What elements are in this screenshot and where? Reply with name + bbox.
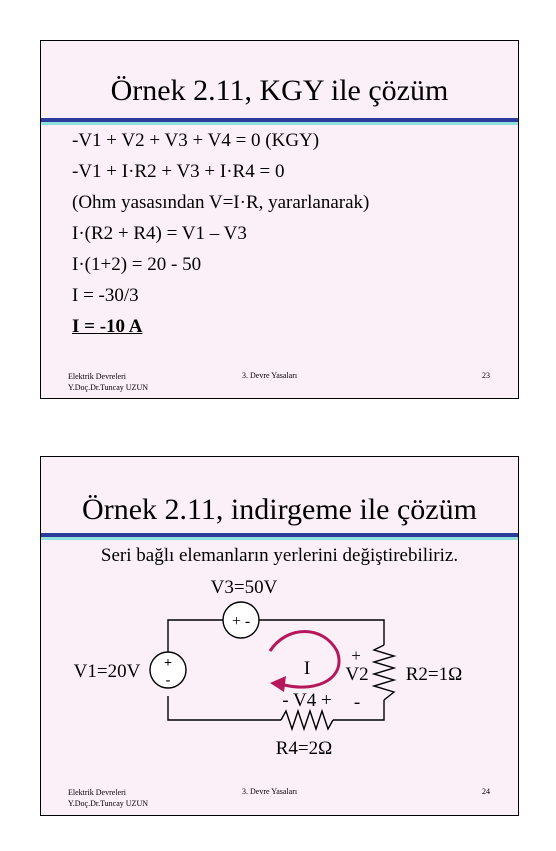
footer-page-number: 24 <box>482 787 490 796</box>
circuit-diagram <box>41 567 520 767</box>
equation-line: -V1 + I·R2 + V3 + I·R4 = 0 <box>72 161 285 182</box>
equation-list <box>72 125 369 342</box>
footer-chapter: 3. Devre Yasaları <box>242 371 298 380</box>
v4-label: - V4 + <box>282 690 332 711</box>
v2-plus: + <box>351 646 361 665</box>
r4-resistor-symbol <box>281 711 333 729</box>
slide-title: Örnek 2.11, indirgeme ile çözüm <box>82 493 477 526</box>
v3-polarity: + - <box>231 613 251 630</box>
v3-label: V3=50V <box>210 577 278 598</box>
footer-course: Elektrik Devreleri <box>68 788 126 797</box>
v3-source-symbol <box>223 602 259 638</box>
equation-line: -V1 + V2 + V3 + V4 = 0 (KGY) <box>72 130 320 151</box>
footer-course-info <box>68 787 148 809</box>
r2-label: R2=1Ω <box>405 664 463 685</box>
equation-line: (Ohm yasasından V=I·R, yararlanarak) <box>72 192 370 213</box>
footer-course: Elektrik Devreleri <box>68 372 126 381</box>
slide-23 <box>40 40 519 399</box>
slide-subtitle: Seri bağlı elemanların yerlerini değiştirebiliriz. <box>100 545 459 566</box>
current-label: I <box>303 658 311 679</box>
result-line: I = -10 A <box>72 316 143 337</box>
r2-resistor-symbol <box>374 645 394 700</box>
footer-author: Y.Doç.Dr.Tuncay UZUN <box>68 799 148 808</box>
slide-title: Örnek 2.11, KGY ile çözüm <box>110 74 449 107</box>
footer-author: Y.Doç.Dr.Tuncay UZUN <box>68 383 148 392</box>
equation-line: I·(1+2) = 20 - 50 <box>72 254 202 275</box>
v2-label: V2 <box>345 664 369 685</box>
v1-label: V1=20V <box>73 661 141 682</box>
footer-course-info <box>68 371 148 393</box>
equation-line: I = -30/3 <box>72 285 139 306</box>
title-divider-accent <box>41 537 518 540</box>
slide-24 <box>40 456 519 816</box>
v1-source-symbol <box>150 652 186 688</box>
v2-minus: - <box>353 692 361 713</box>
footer-page-number: 23 <box>482 371 490 380</box>
v1-minus: - <box>165 673 171 688</box>
v1-plus: + <box>164 656 172 671</box>
equation-line: I·(R2 + R4) = V1 – V3 <box>72 223 247 244</box>
r4-label: R4=2Ω <box>275 738 333 759</box>
footer-chapter: 3. Devre Yasaları <box>242 787 298 796</box>
